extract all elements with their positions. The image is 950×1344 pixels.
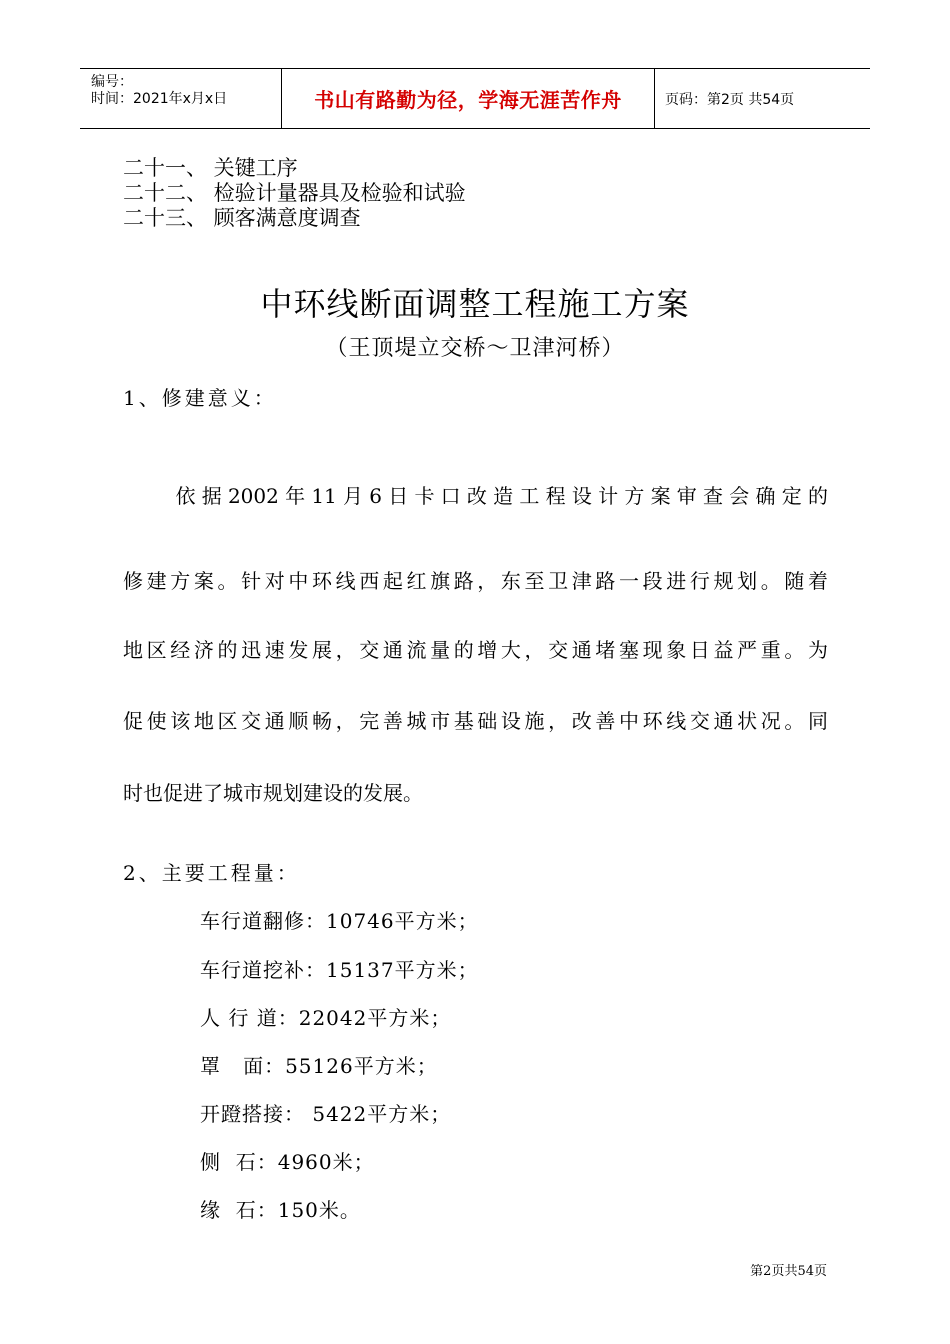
quantity-item: 罩 面：55126平方米； (200, 1054, 438, 1078)
page-header (80, 68, 870, 129)
paragraph-line: 时也促进了城市规划建设的发展。 (123, 781, 423, 805)
paragraph-line: 依据2002年11月6日卡口改造工程设计方案审查会确定的 (123, 484, 828, 508)
quantity-item: 开蹬搭接： 5422平方米； (200, 1102, 452, 1126)
quantity-item: 人 行 道：22042平方米； (200, 1006, 452, 1030)
quantity-item: 侧 石：4960米； (200, 1150, 375, 1174)
document-number: 编号： (91, 74, 133, 90)
section-heading-2: 2、主要工程量： (123, 861, 300, 885)
quantity-item: 车行道挖补：15137平方米； (200, 958, 479, 982)
header-page-number: 页码：第2页 共54页 (665, 91, 795, 108)
paragraph-line: 促使该地区交通顺畅，完善城市基础设施，改善中环线交通状况。同 (123, 709, 828, 733)
table-of-contents (123, 156, 466, 231)
toc-item: 二十三、 顾客满意度调查 (123, 206, 361, 230)
document-title: 中环线断面调整工程施工方案 (260, 285, 690, 323)
quantity-item: 车行道翻修：10746平方米； (200, 909, 479, 933)
quantity-item: 缘 石：150米。 (200, 1198, 361, 1222)
section-heading-1: 1、修建意义： (123, 386, 277, 410)
header-motto: 书山有路勤为径，学海无涯苦作舟 (282, 69, 655, 128)
document-time: 时间：2021年x月x日 (91, 91, 228, 107)
toc-item: 二十二、 检验计量器具及检验和试验 (123, 181, 466, 205)
toc-item: 二十一、 关键工序 (123, 156, 298, 180)
paragraph-line: 地区经济的迅速发展，交通流量的增大，交通堵塞现象日益严重。为 (123, 638, 828, 662)
paragraph-line: 修建方案。针对中环线西起红旗路，东至卫津路一段进行规划。随着 (123, 569, 828, 593)
document-subtitle: （王顶堤立交桥～卫津河桥） (325, 336, 625, 361)
page-footer: 第2页共54页 (750, 1264, 827, 1279)
header-meta (80, 69, 282, 128)
